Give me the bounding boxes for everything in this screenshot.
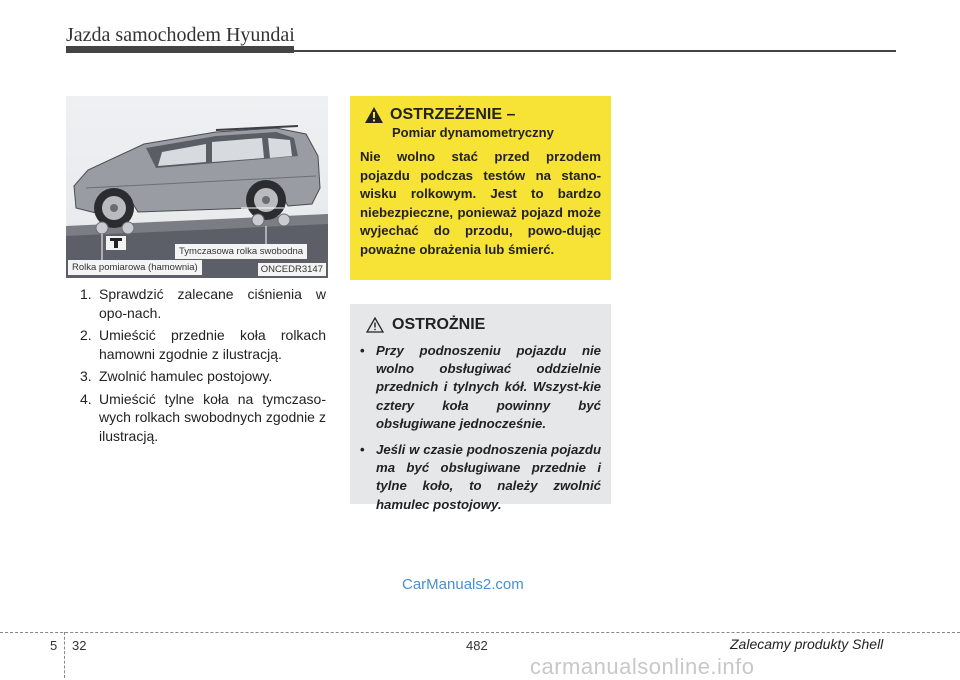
footer-watermark: carmanualsonline.info	[530, 654, 755, 679]
procedure-steps	[80, 285, 326, 449]
step-text: Zwolnić hamulec postojowy.	[99, 368, 273, 384]
header-rule-thick	[66, 46, 294, 53]
dynamometer-illustration	[66, 96, 328, 278]
step-text: Umieścić tylne koła na tymczaso-wych rolkach swobodnych zgodnie z ilustracją.	[99, 390, 326, 444]
footer-rule	[0, 632, 960, 633]
step-item	[80, 285, 326, 322]
bullet-mark: •	[360, 343, 365, 358]
sheet-number: 482	[466, 638, 488, 653]
warning-body: Nie wolno stać przed przodem pojazdu podczas testów na stano-wisku rolkowym. Jest to bardzo niebezpieczne, ponieważ pojazd może wyjechać do przodu, powo-dując poważne obrażenia lub śmierć.	[360, 149, 601, 257]
page-number: 32	[72, 638, 87, 653]
warning-subtitle: Pomiar dynamometryczny	[392, 125, 554, 140]
step-text: Umieścić przednie koła rolkach hamowni zgodnie z ilustracją.	[99, 327, 326, 362]
caution-list	[360, 342, 601, 514]
figure-code: ONCEDR3147	[258, 263, 326, 276]
warning-box	[350, 96, 611, 280]
chapter-number: 5	[50, 638, 58, 653]
caution-box	[350, 304, 611, 512]
step-item	[80, 367, 326, 386]
step-item	[80, 390, 326, 446]
caution-item	[360, 342, 601, 433]
caution-triangle-icon	[366, 317, 384, 333]
footer-section-title: Zalecamy produkty Shell	[730, 636, 884, 652]
caution-item-text: Przy podnoszeniu pojazdu nie wolno obsługiwać oddzielnie przednich i tylnych kół. Wszyst-kie cztery koła powinny być obsługiwane jednocześnie.	[376, 343, 601, 431]
step-number: 4.	[80, 390, 92, 407]
step-number: 3.	[80, 368, 92, 384]
warning-title-row	[364, 106, 601, 124]
caution-title: OSTROŻNIE	[392, 316, 486, 333]
caution-item	[360, 441, 601, 514]
watermark-link[interactable]: CarManuals2.com	[402, 576, 524, 593]
label-temporary-roller: Tymczasowa rolka swobodna	[175, 244, 307, 259]
page-header-title: Jazda samochodem Hyundai	[66, 24, 295, 46]
warning-title: OSTRZEŻENIE –	[390, 106, 516, 123]
step-number: 2.	[80, 327, 92, 343]
caution-title-row	[366, 316, 601, 334]
header-rule-thin	[294, 50, 896, 52]
footer-divider	[64, 632, 65, 678]
step-text: Sprawdzić zalecane ciśnienia w opo-nach.	[99, 286, 326, 321]
step-number: 1.	[80, 286, 92, 302]
label-dyno-roller: Rolka pomiarowa (hamownia)	[68, 260, 202, 275]
warning-triangle-icon	[364, 106, 384, 124]
bullet-mark: •	[360, 442, 365, 458]
caution-item-text: Jeśli w czasie podnoszenia pojazdu ma być obsługiwane przednie i tylne koło, to należy zwolnić hamulec postojowy.	[376, 442, 601, 512]
step-item	[80, 326, 326, 363]
